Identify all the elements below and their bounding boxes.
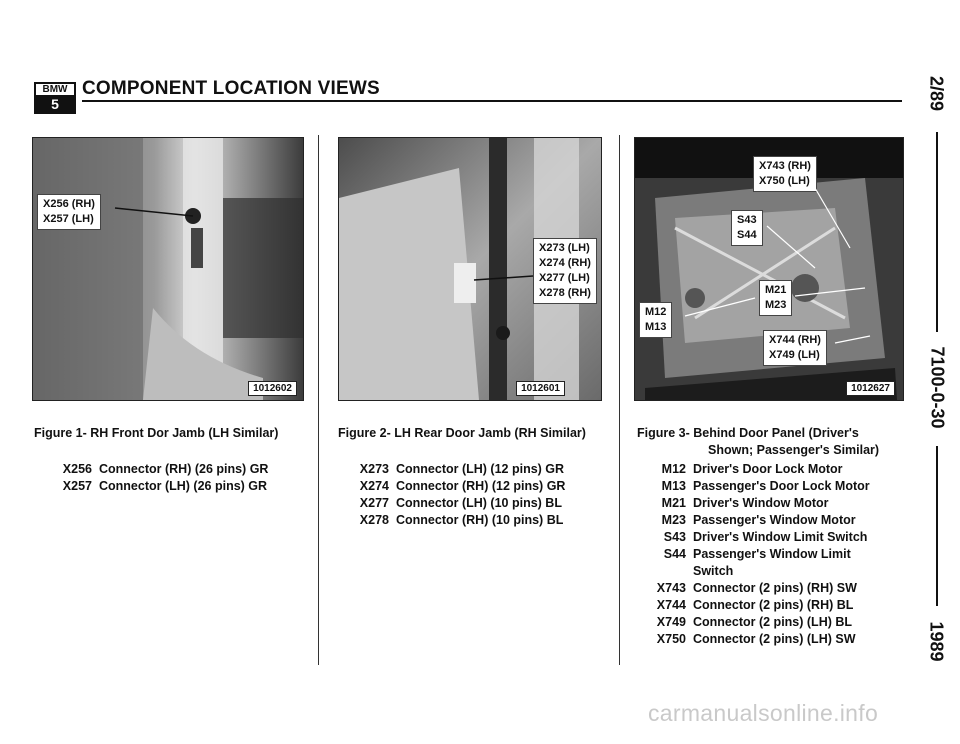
legend-code: X277 [359,496,389,510]
figure3-legend [650,461,870,648]
legend-text: Connector (LH) (12 pins) GR [396,462,565,476]
legend-row [60,461,268,478]
label-x277: X277 (LH) [539,272,590,284]
legend-row [357,512,565,529]
legend-text: Connector (2 pins) (LH) SW [693,632,856,646]
label-x274: X274 (RH) [539,257,591,269]
legend-text: Driver's Window Motor [693,496,829,510]
label-x256: X256 (RH) [43,198,95,210]
legend-text: Connector (LH) (26 pins) GR [99,479,268,493]
photo-behind-door-panel [634,137,904,401]
figure3-caption-line1: Figure 3- Behind Door Panel (Driver's [637,426,859,440]
legend-code: M12 [661,462,686,476]
legend-code: X744 [656,598,686,612]
side-rule-2 [936,446,938,606]
label-x750: X750 (LH) [759,175,810,187]
legend-text: Connector (2 pins) (LH) BL [693,615,853,629]
legend-row [60,478,268,495]
legend-text: Connector (RH) (12 pins) GR [396,479,566,493]
legend-row [650,631,870,648]
legend-text: Connector (LH) (10 pins) BL [396,496,562,510]
legend-code: X749 [656,615,686,629]
legend-code: S43 [663,530,686,544]
figure1-legend [60,461,268,495]
photo1-leader-line [33,138,303,400]
legend-text: Switch [693,564,734,578]
label-x278: X278 (RH) [539,287,591,299]
side-date: 2/89 [926,75,947,112]
legend-code: X743 [656,581,686,595]
bmw-5-logo [34,82,76,114]
photo3-leader-lines [635,138,903,400]
photo-front-door-jamb [32,137,304,401]
logo-series: 5 [51,96,59,112]
legend-text: Connector (2 pins) (RH) BL [693,598,854,612]
photo2-leader-line [339,138,601,400]
legend-text: Passenger's Window Motor [693,513,856,527]
column-divider-1 [318,135,319,665]
page-title: COMPONENT LOCATION VIEWS [82,78,380,99]
legend-code: X750 [656,632,686,646]
legend-row [650,461,870,478]
label-x749: X749 (LH) [769,349,820,361]
legend-code: X278 [359,513,389,527]
figure2-caption: Figure 2- LH Rear Door Jamb (RH Similar) [338,426,586,440]
legend-row [650,580,870,597]
header-rule [82,100,902,102]
legend-row [650,563,870,580]
watermark: carmanualsonline.info [648,700,879,726]
legend-code: S44 [663,547,686,561]
photo1-figure-id: 1012602 [248,381,297,396]
legend-row [650,597,870,614]
label-x743: X743 (RH) [759,160,811,172]
figure3-caption-line2: Shown; Passenger's Similar) [708,443,880,457]
column-divider-2 [619,135,620,665]
photo3-figure-id: 1012627 [846,381,895,396]
side-section-code: 7100-0-30 [927,346,948,429]
legend-text: Driver's Door Lock Motor [693,462,843,476]
legend-row [650,614,870,631]
photo-rear-door-jamb [338,137,602,401]
legend-row [650,546,870,563]
photo2-figure-id: 1012601 [516,381,565,396]
legend-row [650,495,870,512]
legend-code: M13 [661,479,686,493]
label-x273: X273 (LH) [539,242,590,254]
legend-row [650,529,870,546]
legend-text: Passenger's Window Limit [693,547,851,561]
legend-row [357,461,565,478]
legend-text: Connector (RH) (10 pins) BL [396,513,564,527]
side-year: 1989 [926,621,947,662]
label-s43: S43 [737,214,757,226]
legend-code: X257 [62,479,92,493]
legend-code: M23 [661,513,686,527]
legend-row [357,495,565,512]
label-x257: X257 (LH) [43,213,94,225]
legend-text: Driver's Window Limit Switch [693,530,868,544]
side-rule-1 [936,132,938,332]
figure1-caption: Figure 1- RH Front Dor Jamb (LH Similar) [34,426,279,440]
legend-code: M21 [661,496,686,510]
legend-code [650,563,686,580]
legend-text: Connector (RH) (26 pins) GR [99,462,269,476]
label-m21: M21 [765,284,787,296]
legend-text: Connector (2 pins) (RH) SW [693,581,857,595]
label-m13: M13 [645,321,667,333]
label-s44: S44 [737,229,757,241]
legend-text: Passenger's Door Lock Motor [693,479,870,493]
legend-code: X274 [359,479,389,493]
legend-code: X256 [62,462,92,476]
legend-row [357,478,565,495]
label-x744: X744 (RH) [769,334,821,346]
figure2-legend [357,461,565,529]
legend-code: X273 [359,462,389,476]
legend-row [650,478,870,495]
logo-brand: BMW [36,84,74,95]
label-m12: M12 [645,306,667,318]
legend-row [650,512,870,529]
label-m23: M23 [765,299,787,311]
